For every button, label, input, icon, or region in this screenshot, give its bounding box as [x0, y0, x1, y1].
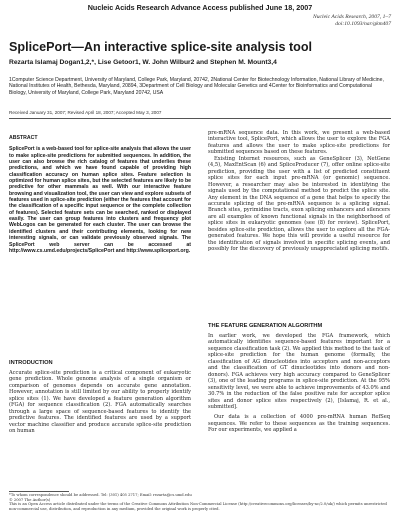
doi-line: doi:10.1093/nar/gkm407	[335, 20, 391, 27]
affiliations: 1Computer Science Department, University of Maryland, College Park, Maryland, 20742, 2National Center for Biotechnology Information, National Library of Medicine, National Institutes of Health, Bethesda, Maryland, 20894, 3Department of Cell Biology and Molecular Genetics and 4Center for Bioinformatics and Computational Biology, University of Maryland, College Park, Maryland 20742, USA	[9, 77, 384, 96]
fga-heading: THE FEATURE GENERATION ALGORITHM	[208, 323, 323, 329]
footnote-divider	[9, 491, 69, 492]
existing-resources-paragraph: Existing Internet resources, such as GeneSplicer (3), NetGene (4,5), MaxEntScan (6) and SpliceProducer (7), offer online splice-site prediction, providing the user with a list of predicted constituent splice sites for each input pre-mRNA (or genomic) sequence. However, a researcher may also be interested in identifying the signals used by the computational method to predict the splice site. Any element in the DNA sequence of a gene that helps to specify the accurate splicing of the pre-mRNA sequence is a splicing signal. Branch sites, pyrimidine tracts, exon splicing enhancers and silencers are all examples of known functional signals in the neighborhood of splice sites in eukaryotic genomes (see (8) for review). SplicePort, besides splice-site prediction, allows the user to explore all the FGA-generated features. We hope this will provide a useful resource for the identification of signals involved in specific splicing events, and possibly for the discovery of previously unappreciated splicing motifs.	[208, 155, 390, 253]
introduction-section	[9, 360, 191, 435]
journal-citation	[313, 14, 391, 27]
fga-paragraph-1: In earlier work, we developed the FGA framework, which automatically identifies sequence-based features important for a sequence classification task (2). We applied this method to the task of splice-site prediction for the human genome (formally, the classification of AG dinucleotides into acceptors and non-acceptors and the classification of GT dinucleotides into donors and non-donors). FGA achieves very high accuracy compared to GeneSplicer (3), one of the leading programs in splice-site prediction. At the 95% sensitivity level, we were able to achieve improvements of 43.0% and 30.7% in the reduction of the false positive rate for acceptor splice sites and donor splice sites respectively (2), [Islamaj, R. et al., submitted].	[208, 333, 390, 410]
copyright-line: © 2007 The Author(s)	[9, 497, 51, 502]
abstract-text: SplicePort is a web-based tool for splice-site analysis that allows the user to make splice-site predictions for submitted sequences. In addition, the user can also browse the rich catalog of features that underlies these predictions, and which we have found capable of providing high classification accuracy on human splice sites. Feature selection is optimized for human splice sites, but the selected features are likely to be predictive for other mammals as well. With our interactive feature browsing and visualization tool, the user can view and explore subsets of features used in splice-site prediction (either the features that account for the classification of a specific input sequence or the complete collection of features). Selected feature sets can be searched, ranked or displayed easily. The user can group features into clusters and frequency plot WebLogos can be generated for each cluster. The user can browse the identified clusters and their contributing elements, looking for new interesting signals, or can validate previously observed signals. The SplicePort web server can be accessed at http://www.cs.umd.edu/projects/SplicePort and http://www.spliceport.org.	[9, 146, 191, 254]
intro-continued-paragraph: pre-mRNA sequence data. In this work, we present a web-based interactive tool, SplicePort, which allows the user to explore the FGA features and allows the user to make splice-site predictions for submitted sequences based on these features.	[208, 130, 390, 156]
right-column-intro	[208, 130, 390, 253]
abstract-section	[9, 130, 191, 254]
fga-paragraph-2: Our data is a collection of 4000 pre-mRNA human RefSeq sequences. We refer to these sequences as the training sequences. For our experiments, we applied a	[208, 414, 390, 434]
received-dates: Received January 31, 2007; Revised April 18, 2007; Accepted May 3, 2007	[9, 110, 162, 115]
license-note: This is an Open Access article distributed under the terms of the Creative Commons Attribution Non-Commercial License (http://creativecommons.org/licenses/by-nc/2.0/uk/) which permits unrestricted non-commercial use, distribution, and reproduction in any medium, provided the original work is properly cited.	[9, 502, 387, 511]
footnote	[9, 493, 391, 511]
introduction-text: Accurate splice-site prediction is a critical component of eukaryotic gene prediction. Whole genome analysis of a single organism or comparison of genomes depends on accurate gene annotation. However, annotation is still limited by our ability to properly identify splice sites (1). We have developed a feature generation algorithm (FGA) for sequence classification (2). FGA automatically searches through a large space of sequence-based features to identify the predictive features. The identified features are used by a support vector machine classifier and produce accurate splice-site prediction on human	[9, 370, 191, 435]
advance-access-banner: Nucleic Acids Research Advance Access published June 18, 2007	[87, 3, 313, 12]
abstract-heading: ABSTRACT	[9, 135, 38, 141]
journal-volume-line: Nucleic Acids Research, 2007, 1–7	[313, 14, 391, 20]
author-list: Rezarta Islamaj Dogan1,2,*, Lise Getoor1, W. John Wilbur2 and Stephen M. Mount3,4	[9, 59, 277, 66]
introduction-heading: INTRODUCTION	[9, 360, 53, 366]
header-divider	[9, 118, 391, 119]
paper-title: SplicePort—An interactive splice-site analysis tool	[9, 40, 313, 54]
correspondence-note: *To whom correspondence should be addressed. Tel: (301) 405 2717; Email: rezarta@cs.umd.edu	[9, 493, 192, 497]
fga-section	[208, 323, 390, 434]
